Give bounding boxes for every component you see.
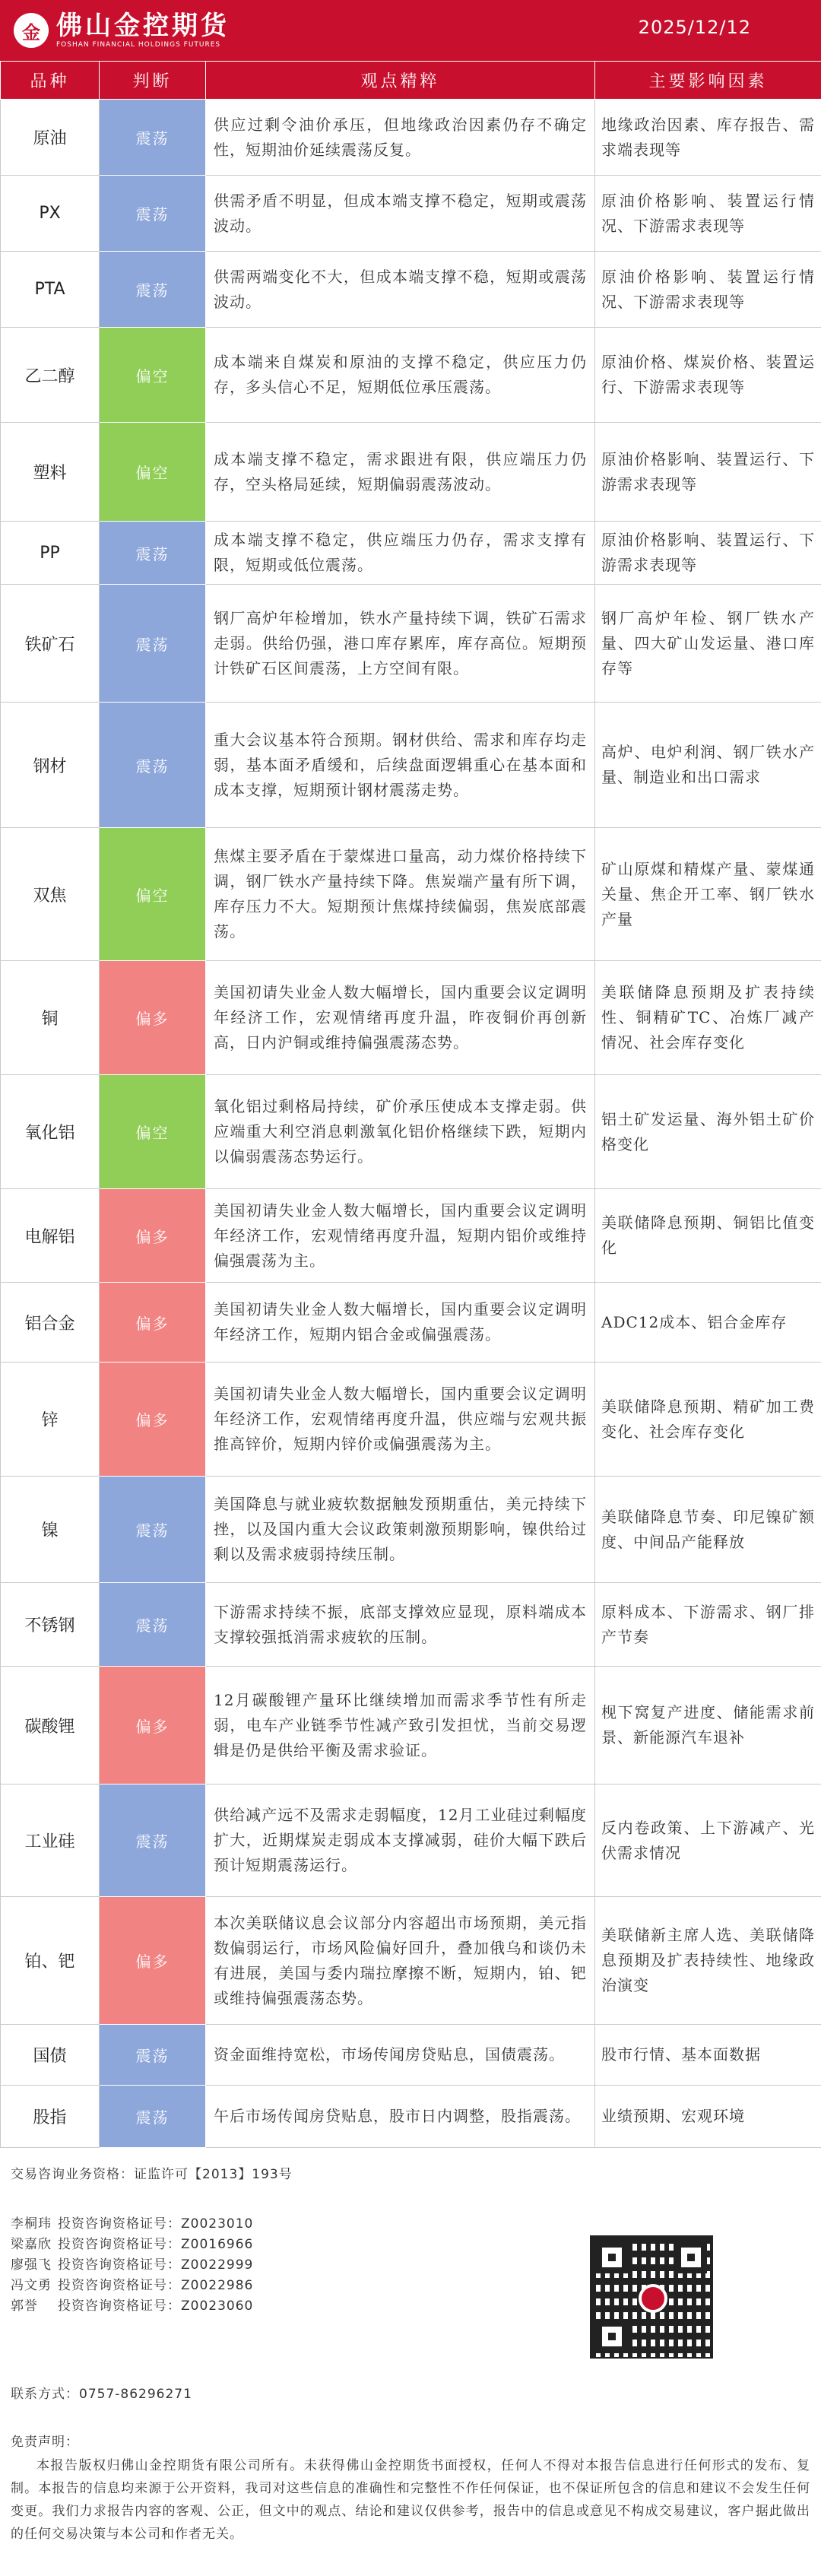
key-factors: 股市行情、基本面数据	[595, 2025, 821, 2086]
license-label: 投资咨询资格证号：	[58, 2257, 181, 2273]
product-name: 镍	[1, 1477, 100, 1583]
license-number: Z0023060	[181, 2298, 254, 2314]
view-summary: 焦煤主要矛盾在于蒙煤进口量高，动力煤价格持续下调，钢厂铁水产量持续下降。焦炭端产量有所下调，库存压力不大。短期预计焦煤持续偏弱，焦炭底部震荡。	[206, 828, 595, 961]
table-row	[1, 176, 821, 252]
table-row	[1, 1283, 821, 1363]
view-summary: 美国初请失业金人数大幅增长，国内重要会议定调明年经济工作，宏观情绪再度升温，短期内铝价或维持偏强震荡为主。	[206, 1189, 595, 1283]
judgment-badge: 震荡	[100, 2025, 206, 2086]
view-summary: 美国降息与就业疲软数据触发预期重估，美元持续下挫，以及国内重大会议政策刺激预期影响，镍供给过剩以及需求疲弱持续压制。	[206, 1477, 595, 1583]
judgment-badge: 震荡	[100, 252, 206, 328]
table-row	[1, 1363, 821, 1477]
logo-emblem-icon: 金	[14, 13, 49, 48]
key-factors: 枧下窝复产进度、储能需求前景、新能源汽车退补	[595, 1667, 821, 1784]
table-row	[1, 100, 821, 176]
disclaimer-text: 本报告版权归佛山金控期货有限公司所有。未获得佛山金控期货书面授权，任何人不得对本报告信息进行任何形式的发布、复制。本报告的信息均来源于公开资料，我司对这些信息的准确性和完整性不作任何保证，也不保证所包含的信息和建议不会发生任何变更。我们力求报告内容的客观、公正，但文中的观点、结论和建议仅供参考，报告中的信息或意见不构成交易建议，客户据此做出的任何交易决策与本公司和作者无关。	[11, 2458, 810, 2542]
view-summary: 成本端支撑不稳定，需求跟进有限，供应端压力仍存，空头格局延续，短期偏弱震荡波动。	[206, 423, 595, 522]
product-name: 铂、钯	[1, 1897, 100, 2025]
judgment-badge: 震荡	[100, 585, 206, 703]
product-name: 塑料	[1, 423, 100, 522]
license-number: Z0023010	[181, 2216, 254, 2232]
column-header-view: 观点精粹	[206, 62, 595, 100]
key-factors: 业绩预期、宏观环境	[595, 2086, 821, 2148]
disclaimer-title: 免责声明：	[11, 2435, 79, 2450]
table-row	[1, 423, 821, 522]
view-summary: 资金面维持宽松，市场传闻房贷贴息，国债震荡。	[206, 2025, 595, 2086]
analyst-name: 廖强飞	[11, 2257, 52, 2273]
column-header-product: 品种	[1, 62, 100, 100]
judgment-badge: 偏多	[100, 961, 206, 1075]
judgment-badge: 震荡	[100, 522, 206, 585]
license-label: 投资咨询资格证号：	[58, 2278, 181, 2293]
key-factors: 反内卷政策、上下游减产、光伏需求情况	[595, 1784, 821, 1897]
column-header-factors: 主要影响因素	[595, 62, 821, 100]
view-summary: 成本端来自煤炭和原油的支撑不稳定，供应压力仍存，多头信心不足，短期低位承压震荡。	[206, 328, 595, 423]
table-row	[1, 1189, 821, 1283]
judgment-badge: 偏空	[100, 828, 206, 961]
view-summary: 下游需求持续不振，底部支撑效应显现，原料端成本支撑较强抵消需求疲软的压制。	[206, 1583, 595, 1667]
key-factors: 原油价格影响、装置运行、下游需求表现等	[595, 423, 821, 522]
analyst-name: 冯文勇	[11, 2278, 52, 2293]
table-row	[1, 961, 821, 1075]
logo-chinese-name: 佛山金控期货	[56, 11, 230, 41]
report-header	[0, 0, 821, 61]
key-factors: 原油价格影响、装置运行情况、下游需求表现等	[595, 252, 821, 328]
judgment-badge: 震荡	[100, 100, 206, 176]
view-summary: 供需两端变化不大，但成本端支撑不稳，短期或震荡波动。	[206, 252, 595, 328]
license-number: Z0022999	[181, 2257, 254, 2273]
key-factors: 原油价格影响、装置运行情况、下游需求表现等	[595, 176, 821, 252]
key-factors: 美联储新主席人选、美联储降息预期及扩表持续性、地缘政治演变	[595, 1897, 821, 2025]
key-factors: 地缘政治因素、库存报告、需求端表现等	[595, 100, 821, 176]
table-row	[1, 585, 821, 703]
key-factors: 美联储降息预期、铜铝比值变化	[595, 1189, 821, 1283]
key-factors: 原料成本、下游需求、钢厂排产节奏	[595, 1583, 821, 1667]
view-summary: 午后市场传闻房贷贴息，股市日内调整，股指震荡。	[206, 2086, 595, 2148]
product-name: 铜	[1, 961, 100, 1075]
table-row	[1, 1667, 821, 1784]
product-name: PTA	[1, 252, 100, 328]
product-name: 原油	[1, 100, 100, 176]
judgment-badge: 震荡	[100, 176, 206, 252]
view-summary: 美国初请失业金人数大幅增长，国内重要会议定调明年经济工作，宏观情绪再度升温，昨夜铜价再创新高，日内沪铜或维持偏强震荡态势。	[206, 961, 595, 1075]
view-summary: 供给减产远不及需求走弱幅度，12月工业硅过剩幅度扩大，近期煤炭走弱成本支撑减弱，硅价大幅下跌后预计短期震荡运行。	[206, 1784, 595, 1897]
judgment-badge: 震荡	[100, 1583, 206, 1667]
license-label: 投资咨询资格证号：	[58, 2216, 181, 2232]
product-name: 乙二醇	[1, 328, 100, 423]
table-row	[1, 1897, 821, 2025]
key-factors: 美联储降息节奏、印尼镍矿额度、中间品产能释放	[595, 1477, 821, 1583]
product-name: 碳酸锂	[1, 1667, 100, 1784]
table-header-row	[1, 62, 821, 100]
product-name: 国债	[1, 2025, 100, 2086]
product-name: 不锈钢	[1, 1583, 100, 1667]
view-summary: 重大会议基本符合预期。钢材供给、需求和库存均走弱，基本面矛盾缓和，后续盘面逻辑重心在基本面和成本支撑，短期预计钢材震荡走势。	[206, 703, 595, 828]
view-summary: 供应过剩令油价承压，但地缘政治因素仍存不确定性，短期油价延续震荡反复。	[206, 100, 595, 176]
table-row	[1, 2025, 821, 2086]
view-summary: 12月碳酸锂产量环比继续增加而需求季节性有所走弱，电车产业链季节性减产致引发担忧，当前交易逻辑是仍是供给平衡及需求验证。	[206, 1667, 595, 1784]
key-factors: 美联储降息预期及扩表持续性、铜精矿TC、冶炼厂减产情况、社会库存变化	[595, 961, 821, 1075]
key-factors: 原油价格影响、装置运行、下游需求表现等	[595, 522, 821, 585]
product-name: 钢材	[1, 703, 100, 828]
judgment-badge: 偏多	[100, 1189, 206, 1283]
column-header-judgment: 判断	[100, 62, 206, 100]
product-name: 铝合金	[1, 1283, 100, 1363]
key-factors: 铝土矿发运量、海外铝土矿价格变化	[595, 1075, 821, 1189]
table-row	[1, 252, 821, 328]
table-row	[1, 2086, 821, 2148]
judgment-badge: 偏多	[100, 1667, 206, 1784]
key-factors: 美联储降息预期、精矿加工费变化、社会库存变化	[595, 1363, 821, 1477]
view-summary: 供需矛盾不明显，但成本端支撑不稳定，短期或震荡波动。	[206, 176, 595, 252]
product-name: 铁矿石	[1, 585, 100, 703]
product-name: 工业硅	[1, 1784, 100, 1897]
view-summary: 美国初请失业金人数大幅增长，国内重要会议定调明年经济工作，宏观情绪再度升温，供应端与宏观共振推高锌价，短期内锌价或偏强震荡为主。	[206, 1363, 595, 1477]
license-number: Z0016966	[181, 2237, 254, 2252]
table-row	[1, 828, 821, 961]
judgment-badge: 偏多	[100, 1363, 206, 1477]
judgment-badge: 震荡	[100, 703, 206, 828]
company-logo	[14, 11, 230, 49]
product-name: 双焦	[1, 828, 100, 961]
table-row	[1, 703, 821, 828]
judgment-badge: 震荡	[100, 2086, 206, 2148]
outlook-table	[0, 61, 821, 2148]
judgment-badge: 偏多	[100, 1897, 206, 2025]
view-summary: 本次美联储议息会议部分内容超出市场预期，美元指数偏弱运行，市场风险偏好回升，叠加俄乌和谈仍未有进展，美国与委内瑞拉摩擦不断，短期内，铂、钯或维持偏强震荡态势。	[206, 1897, 595, 2025]
judgment-badge: 偏多	[100, 1283, 206, 1363]
report-date: 2025/12/12	[638, 17, 751, 38]
license-number: Z0022986	[181, 2278, 254, 2293]
table-row	[1, 1477, 821, 1583]
logo-english-name: FOSHAN FINANCIAL HOLDINGS FUTURES	[56, 41, 221, 49]
judgment-badge: 震荡	[100, 1784, 206, 1897]
analyst-row	[11, 2214, 810, 2235]
license-label: 投资咨询资格证号：	[58, 2298, 181, 2314]
judgment-badge: 偏空	[100, 328, 206, 423]
key-factors: ADC12成本、铝合金库存	[595, 1283, 821, 1363]
view-summary: 成本端支撑不稳定，供应端压力仍存，需求支撑有限，短期或低位震荡。	[206, 522, 595, 585]
product-name: PX	[1, 176, 100, 252]
table-row	[1, 1583, 821, 1667]
key-factors: 原油价格、煤炭价格、装置运行、下游需求表现等	[595, 328, 821, 423]
analyst-name: 郭誉	[11, 2298, 38, 2314]
product-name: 氧化铝	[1, 1075, 100, 1189]
contact-phone: 联系方式：0757-86296271	[11, 2387, 192, 2402]
view-summary: 氧化铝过剩格局持续，矿价承压使成本支撑走弱。供应端重大利空消息刺激氧化铝价格继续下跌，短期内以偏弱震荡态势运行。	[206, 1075, 595, 1189]
key-factors: 钢厂高炉年检、钢厂铁水产量、四大矿山发运量、港口库存等	[595, 585, 821, 703]
qr-code-icon	[590, 2235, 713, 2359]
view-summary: 美国初请失业金人数大幅增长，国内重要会议定调明年经济工作，短期内铝合金或偏强震荡。	[206, 1283, 595, 1363]
product-name: 电解铝	[1, 1189, 100, 1283]
table-row	[1, 328, 821, 423]
product-name: 股指	[1, 2086, 100, 2148]
judgment-badge: 偏空	[100, 1075, 206, 1189]
table-row	[1, 1784, 821, 1897]
table-row	[1, 1075, 821, 1189]
product-name: PP	[1, 522, 100, 585]
report-footer	[0, 2163, 821, 2546]
table-row	[1, 522, 821, 585]
key-factors: 矿山原煤和精煤产量、蒙煤通关量、焦企开工率、钢厂铁水产量	[595, 828, 821, 961]
advisory-license: 交易咨询业务资格：证监许可【2013】193号	[11, 2167, 293, 2182]
judgment-badge: 震荡	[100, 1477, 206, 1583]
view-summary: 钢厂高炉年检增加，铁水产量持续下调，铁矿石需求走弱。供给仍强，港口库存累库，库存高位。短期预计铁矿石区间震荡，上方空间有限。	[206, 585, 595, 703]
analyst-name: 李桐玮	[11, 2216, 52, 2232]
product-name: 锌	[1, 1363, 100, 1477]
analyst-name: 梁嘉欣	[11, 2237, 52, 2252]
license-label: 投资咨询资格证号：	[58, 2237, 181, 2252]
judgment-badge: 偏空	[100, 423, 206, 522]
key-factors: 高炉、电炉利润、钢厂铁水产量、制造业和出口需求	[595, 703, 821, 828]
